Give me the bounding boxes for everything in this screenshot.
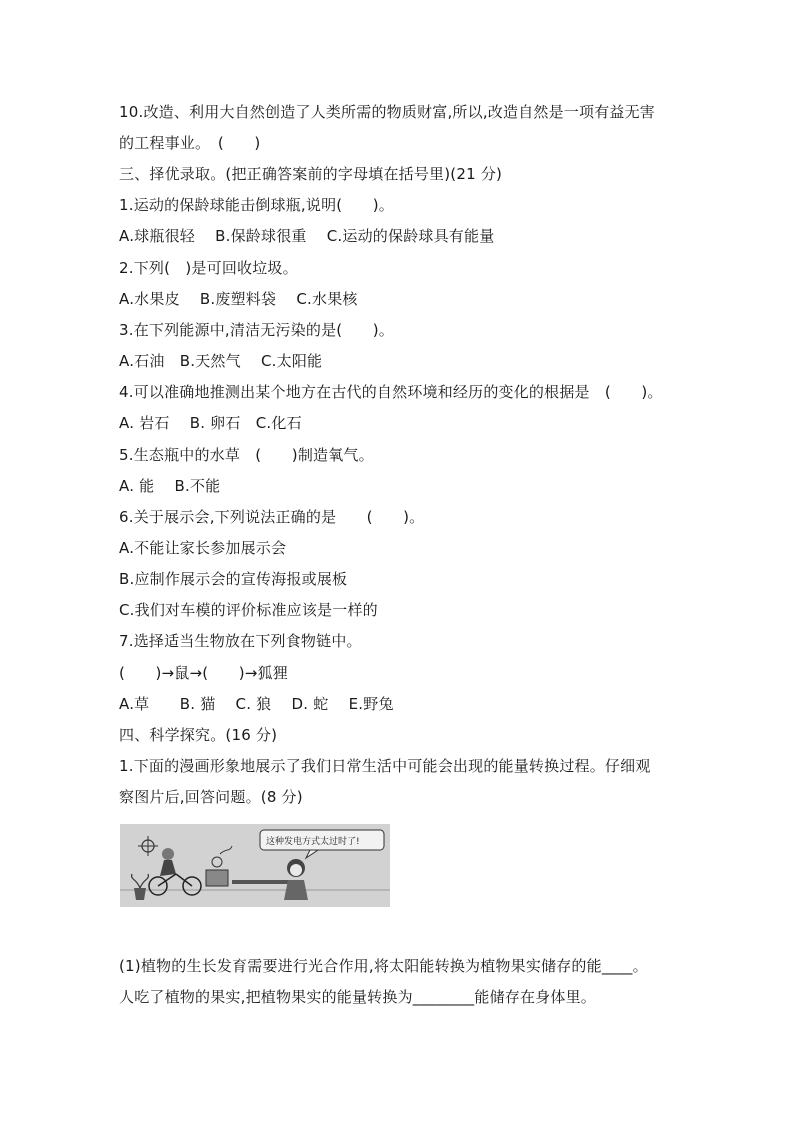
mc-question-1: 1.运动的保龄球能击倒球瓶,说明( )。 <box>119 196 394 214</box>
mc-option-6c: C.我们对车模的评价标准应该是一样的 <box>119 601 378 619</box>
mc-options-7: A.草 B. 猫 C. 狼 D. 蛇 E.野兔 <box>119 695 394 713</box>
mc-question-2: 2.下列( )是可回收垃圾。 <box>119 259 298 277</box>
mc-options-5: A. 能 B.不能 <box>119 477 221 495</box>
inquiry-subquestion-1-line-1: (1)植物的生长发育需要进行光合作用,将太阳能转换为植物果实储存的能____。 <box>119 957 648 975</box>
question-10-line-1: 10.改造、利用大自然创造了人类所需的物质财富,所以,改造自然是一项有益无害 <box>119 103 655 121</box>
section-3-heading: 三、择优录取。(把正确答案前的字母填在括号里)(21 分) <box>119 165 503 183</box>
mc-question-3: 3.在下列能源中,清洁无污染的是( )。 <box>119 321 394 339</box>
mc-option-6b: B.应制作展示会的宣传海报或展板 <box>119 570 348 588</box>
inquiry-question-1-line-1: 1.下面的漫画形象地展示了我们日常生活中可能会出现的能量转换过程。仔细观 <box>119 757 651 775</box>
mc-question-5: 5.生态瓶中的水草 ( )制造氧气。 <box>119 446 374 464</box>
mc-options-4: A. 岩石 B. 卵石 C.化石 <box>119 414 302 432</box>
question-10-line-2: 的工程事业。 ( ) <box>119 134 261 152</box>
food-chain-line: ( )→鼠→( )→狐狸 <box>119 664 288 682</box>
speech-bubble-text: 这种发电方式太过时了! <box>266 837 360 847</box>
mc-question-4: 4.可以准确地推测出某个地方在古代的自然环境和经历的变化的根据是 ( )。 <box>119 383 663 401</box>
inquiry-subquestion-1-line-2: 人吃了植物的果实,把植物果实的能量转换为________能储存在身体里。 <box>119 988 596 1006</box>
mc-question-6: 6.关于展示会,下列说法正确的是 ( )。 <box>119 508 425 526</box>
inquiry-question-1-line-2: 察图片后,回答问题。(8 分) <box>119 788 303 806</box>
mc-options-2: A.水果皮 B.废塑料袋 C.水果核 <box>119 290 358 308</box>
mc-question-7: 7.选择适当生物放在下列食物链中。 <box>119 632 362 650</box>
mc-options-1: A.球瓶很轻 B.保龄球很重 C.运动的保龄球具有能量 <box>119 227 495 245</box>
energy-conversion-cartoon <box>120 824 390 907</box>
mc-options-3: A.石油 B.天然气 C.太阳能 <box>119 352 323 370</box>
section-4-heading: 四、科学探究。(16 分) <box>119 726 278 744</box>
mc-option-6a: A.不能让家长参加展示会 <box>119 539 287 557</box>
